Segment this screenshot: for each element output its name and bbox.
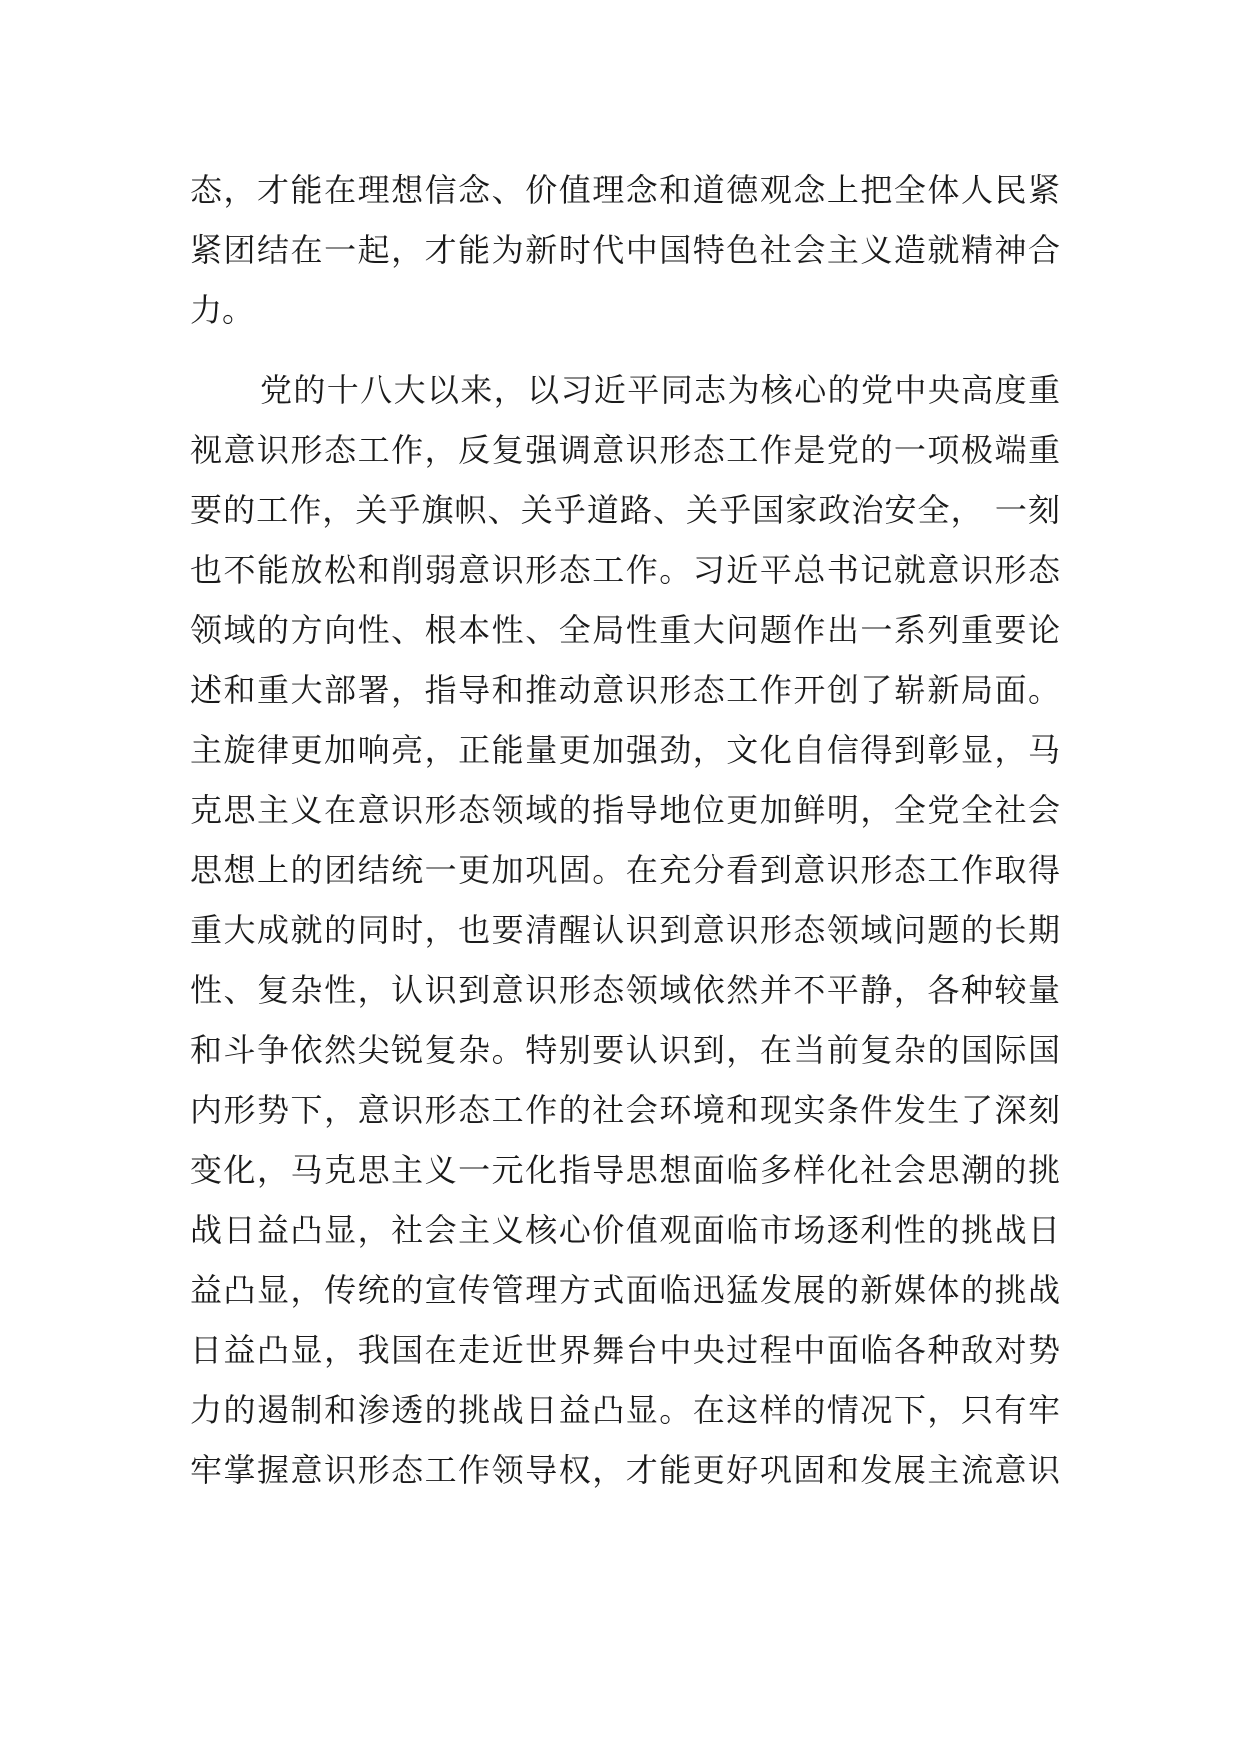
paragraph-gap: [190, 340, 1060, 360]
text-line: 性、复杂性，认识到意识形态领域依然并不平静，各种较量: [190, 971, 1060, 1009]
text-line: 益凸显，传统的宣传管理方式面临迅猛发展的新媒体的挑战: [190, 1271, 1060, 1309]
text-line: 述和重大部署，指导和推动意识形态工作开创了崭新局面。: [190, 671, 1060, 709]
text-line: 牢掌握意识形态工作领导权，才能更好巩固和发展主流意识: [190, 1451, 1060, 1489]
text-line: 重大成就的同时，也要清醒认识到意识形态领域问题的长期: [190, 911, 1060, 949]
text-line: 和斗争依然尖锐复杂。特别要认识到，在当前复杂的国际国: [190, 1031, 1060, 1069]
text-line: 态，才能在理想信念、价值理念和道德观念上把全体人民紧: [190, 171, 1060, 209]
text-line: 党的十八大以来，以习近平同志为核心的党中央高度重: [260, 371, 1060, 409]
paragraph-1: [190, 160, 1060, 340]
text-line: 克思主义在意识形态领域的指导地位更加鲜明，全党全社会: [190, 791, 1060, 829]
text-line: 领域的方向性、根本性、全局性重大问题作出一系列重要论: [190, 611, 1060, 649]
text-line: 力的遏制和渗透的挑战日益凸显。在这样的情况下，只有牢: [190, 1391, 1060, 1429]
text-line: 视意识形态工作，反复强调意识形态工作是党的一项极端重: [190, 431, 1060, 469]
text-line: 内形势下，意识形态工作的社会环境和现实条件发生了深刻: [190, 1091, 1060, 1129]
text-line: 日益凸显，我国在走近世界舞台中央过程中面临各种敌对势: [190, 1331, 1060, 1369]
text-line: 主旋律更加响亮，正能量更加强劲，文化自信得到彰显，马: [190, 731, 1060, 769]
text-line: 思想上的团结统一更加巩固。在充分看到意识形态工作取得: [190, 851, 1060, 889]
text-line: 战日益凸显，社会主义核心价值观面临市场逐利性的挑战日: [190, 1211, 1060, 1249]
paragraph-2: [190, 360, 1060, 1500]
text-line: 也不能放松和削弱意识形态工作。习近平总书记就意识形态: [190, 551, 1060, 589]
text-line: 变化，马克思主义一元化指导思想面临多样化社会思潮的挑: [190, 1151, 1060, 1189]
text-line: 紧团结在一起，才能为新时代中国特色社会主义造就精神合: [190, 231, 1060, 269]
body-text: [190, 160, 1060, 1500]
text-line: 力。: [190, 291, 255, 329]
text-line: 要的工作，关乎旗帜、关乎道路、关乎国家政治安全， 一刻: [190, 491, 1060, 529]
